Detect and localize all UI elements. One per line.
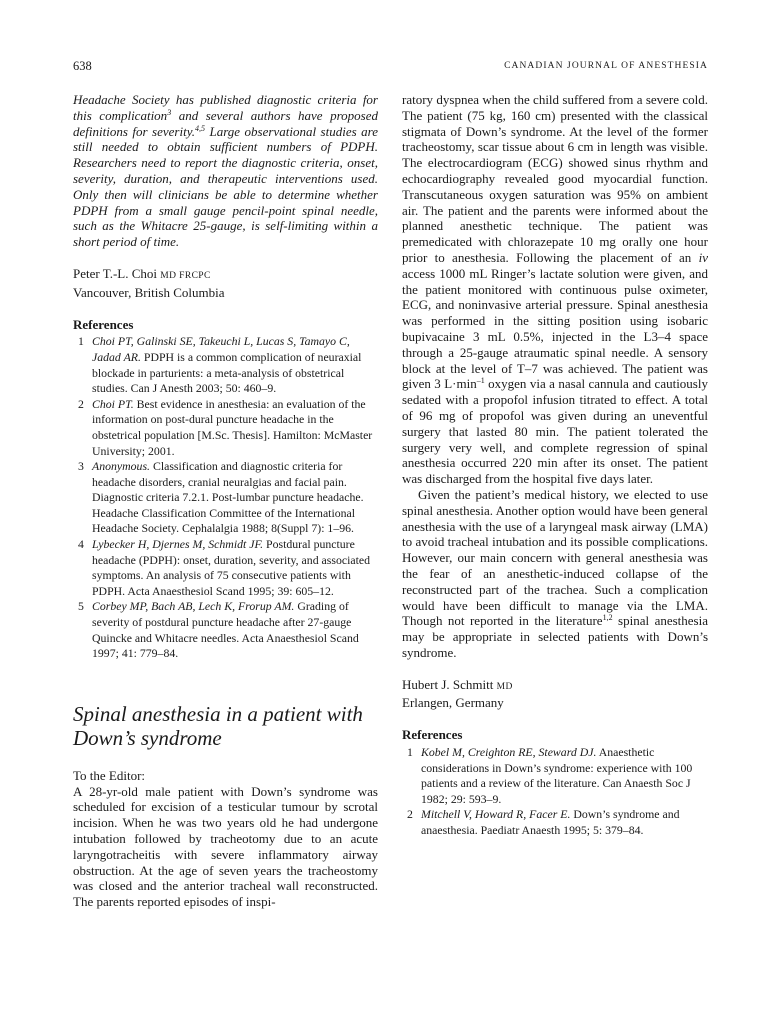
body-paragraph [402,92,708,487]
reference-authors: Lybecker H, Djernes M, Schmidt JF. [92,537,264,552]
reference-item [73,537,378,599]
author-location: Erlangen, Germany [402,695,504,711]
reference-text: PDPH is a common complication of neuraxial blockade in parturients: a meta-analysis of obstetrical studies. Can J Anesth 2003; 50: 460–9. [92,349,362,396]
references-heading: References [73,316,134,332]
intro-text-2: and several authors have proposed definitions for severity. [73,107,378,139]
unit-superscript: –1 [476,376,485,386]
author-name: Hubert J. Schmitt [402,676,497,692]
body-text: oxygen via a nasal cannula and cautiously sedated with a propofol infusion titrated to effect. A total of 96 mg of propofol was given during an uneventful surgery that lasted 80 min. The patient tolerated the surgery very well, and complete regression of spinal anesthesia occurred 220 min after its onset. The patient was discharged from the hospital five days later. [402,376,708,487]
reference-item [73,599,378,661]
intro-paragraph [73,92,378,250]
journal-running-head: CANADIAN JOURNAL OF ANESTHESIA [504,61,708,71]
salutation: To the Editor: [73,767,146,783]
right-column [402,92,708,839]
page-number: 638 [73,59,92,73]
reference-text: Classification and diagnostic criteria for headache disorders, cranial neuralgias and facial pain. Diagnostic criteria 7.2.1. Post-lumbar puncture headache. Headache Classification Committee of the International Headache Society. Cephalalgia 1988; 8(Suppl 7): 1–96. [92,459,364,536]
body-paragraph [402,487,708,661]
reference-item [402,807,708,838]
reference-authors: Choi PT. [92,396,134,411]
reference-item [73,397,378,459]
references-list [73,334,378,661]
reference-authors: Mitchell V, Howard R, Facer E. [421,807,571,822]
reference-text: Anaesthetic considerations in Down’s syndrome: experience with 100 patients and a review of the literature. Can Anaesth Soc J 1982; 29: 593–9. [421,745,693,806]
reference-authors: Anonymous. [92,459,150,474]
citation-superscript: 1,2 [602,613,613,623]
reference-authors: Corbey MP, Bach AB, Lech K, Frorup AM. [92,599,295,614]
body-paragraph: A 28-yr-old male patient with Down’s syndrome was scheduled for excision of a testicular tumour by scrotal incision. When he was two years old he had undergone intubation followed by tracheotomy due to an acute laryngotracheitis with severe inflammatory airway obstruction. At the age of seven years the tracheostomy was closed and the anterior tracheal wall reconstructed. The parents reported episodes of inspi- [73,783,378,910]
left-column [73,92,378,910]
reference-authors: Kobel M, Creighton RE, Steward DJ. [421,745,597,760]
citation-superscript: 4,5 [195,123,205,133]
reference-text: Down’s syndrome and anaesthesia. Paediatr Anaesth 1995; 5: 379–84. [421,807,680,838]
author-name: Peter T.-L. Choi [73,265,161,281]
intro-text-3: Large observational studies are still needed to obtain sufficient numbers of PDPH. Researchers need to report the diagnostic criteria, onset, severity, duration, and therapeutic interventions used. Only then will clinicians be able to determine whether PDPH from a small gauge pencil-point spinal needle, such as the Whitacre 25-gauge, is self-limiting within a short period of time. [73,123,378,250]
author-credentials: MD [496,681,513,692]
references-heading: References [402,727,463,743]
citation-superscript: 3 [167,107,172,117]
reference-number: 2 [407,807,413,822]
reference-text: Postdural puncture headache (PDPH): onset, duration, severity, and associated symptoms. An analysis of 75 consecutive patients with PDPH. Acta Anaesthesiol Scand 1995; 39: 605–12. [92,537,371,598]
author-signature [73,266,378,301]
reference-item [402,745,708,807]
body-text: ratory dyspnea when the child suffered from a severe cold. The patient (75 kg, 160 cm) presented with the classical stigmata of Down’s syndrome. At the level of the former tracheostomy, scar tissue about 6 cm in length was visible. The electrocardiogram (ECG) showed sinus rhythm and echocardiography revealed good myocardial function. Transcutaneous oxygen saturation was 95% on ambient air. The patient and the parents were informed about the planned anesthetic technique. The patient was premedicated with chlorazepate 10 mg orally one hour prior to anesthesia. Following the placement of an [402,92,708,265]
reference-text: Grading of severity of postdural puncture headache after 27-gauge Quincke and Whitacre needles. Acta Anaesthesiol Scand 1997; 41: 779–84. [92,599,359,661]
reference-item [73,459,378,537]
article-title: Spinal anesthesia in a patient with Down’s syndrome [73,701,363,750]
reference-number: 1 [78,334,84,349]
reference-authors: Choi PT, Galinski SE, Takeuchi L, Lucas S, Tamayo C, Jadad AR. [92,334,350,364]
reference-number: 5 [78,599,84,614]
reference-item [73,334,378,396]
reference-number: 3 [78,459,84,474]
body-text: access 1000 mL Ringer’s lactate solution were given, and the patient monitored with continuous pulse oximeter, ECG, and noninvasive arterial pressure. Spinal anesthesia was performed in the sitting position using isobaric bupivacaine 3 mL 0.5%, injected in the L3–4 space through a 25-gauge atraumatic spinal needle. A sensory block at the level of T–7 was achieved. The patient was given 3 L·min [402,265,708,392]
author-signature [402,677,708,712]
author-credentials: MD FRCPC [160,270,211,281]
reference-number: 1 [407,745,413,760]
reference-number: 2 [78,396,84,411]
reference-number: 4 [78,537,84,552]
reference-text: Best evidence in anesthesia: an evaluation of the information on post-dural puncture headache in the obstetrical population [M.Sc. Thesis]. Hamilton: McMaster University; 2001. [92,396,373,458]
intro-text-1: Headache Society has published diagnostic criteria for this complication [73,92,378,123]
references-list [402,745,708,839]
body-text: Given the patient’s medical history, we elected to use spinal anesthesia. Another option would have been general anesthesia with the use of a laryngeal mask airway (LMA) to avoid tracheal intubation and its possible complications. However, our main concern with general anesthesia was the fear of an anesthetic-induced collapse of the reconstructed part of the trachea. Such a complication would have been difficult to manage via the LMA. Though not reported in the literature [402,486,708,629]
author-location: Vancouver, British Columbia [73,284,225,300]
body-text-italic: iv [698,249,708,265]
body-text: spinal anesthesia may be appropriate in selected patients with Down’s syndrome. [402,613,708,660]
